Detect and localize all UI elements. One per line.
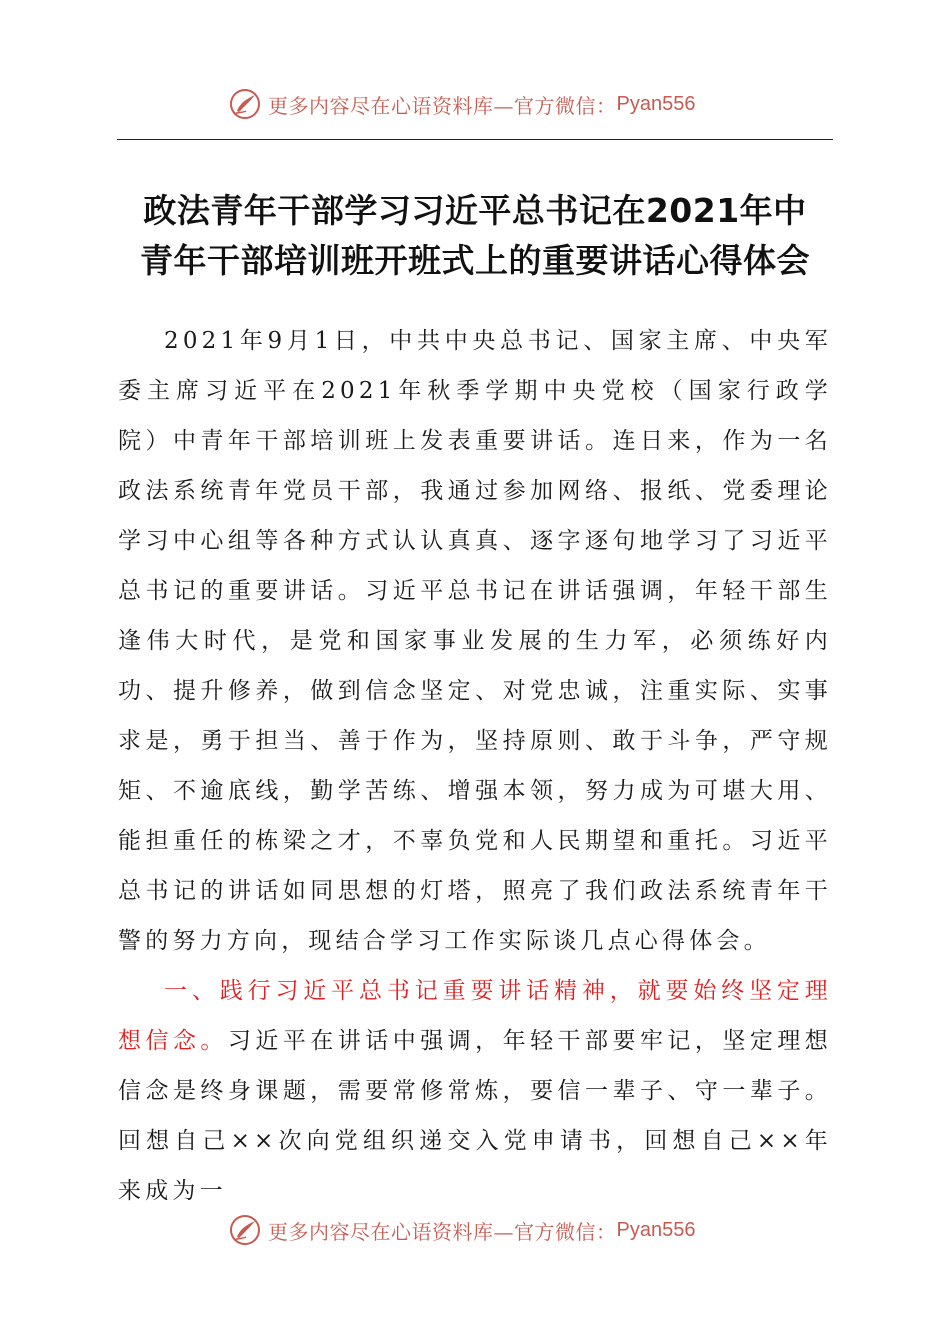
section-1-body: 习近平在讲话中强调，年轻干部要牢记，坚定理想信念是终身课题，需要常修常炼，要信一辈子、守一辈子。回想自己××次向党组织递交入党申请书，回想自己××年来成为一 xyxy=(118,1028,832,1204)
footer-watermark-text: 更多内容尽在心语资料库—官方微信： xyxy=(268,1219,617,1244)
header-watermark xyxy=(228,86,695,122)
title-line-1: 政法青年干部学习习近平总书记在2021年中 xyxy=(143,191,807,230)
pen-logo-icon xyxy=(228,87,262,121)
header-divider xyxy=(117,139,833,140)
document-body xyxy=(118,316,832,1216)
pen-logo-icon xyxy=(228,1213,262,1247)
footer-watermark-id: Pyan556 xyxy=(616,1218,696,1241)
title-line-2: 青年干部培训班开班式上的重要讲话心得体会 xyxy=(140,241,810,280)
header-watermark-text: 更多内容尽在心语资料库—官方微信： xyxy=(268,93,617,118)
section-1-heading: 一、践行习近平总书记重要讲话精神，就要始终坚定理想信念。 xyxy=(118,978,832,1054)
header-watermark-id: Pyan556 xyxy=(616,92,696,115)
footer-watermark xyxy=(228,1212,695,1248)
document-title xyxy=(110,186,840,286)
paragraph-section-1 xyxy=(118,966,832,1216)
paragraph-intro: 2021年9月1日，中共中央总书记、国家主席、中央军委主席习近平在2021年秋季学期中央党校（国家行政学院）中青年干部培训班上发表重要讲话。连日来，作为一名政法系统青年党员干部，我通过参加网络、报纸、党委理论学习中心组等各种方式认认真真、逐字逐句地学习了习近平总书记的重要讲话。习近平总书记在讲话强调，年轻干部生逢伟大时代，是党和国家事业发展的生力军，必须练好内功、提升修养，做到信念坚定、对党忠诚，注重实际、实事求是，勇于担当、善于作为，坚持原则、敢于斗争，严守规矩、不逾底线，勤学苦练、增强本领，努力成为可堪大用、能担重任的栋梁之才，不辜负党和人民期望和重托。习近平总书记的讲话如同思想的灯塔，照亮了我们政法系统青年干警的努力方向，现结合学习工作实际谈几点心得体会。 xyxy=(118,328,832,954)
